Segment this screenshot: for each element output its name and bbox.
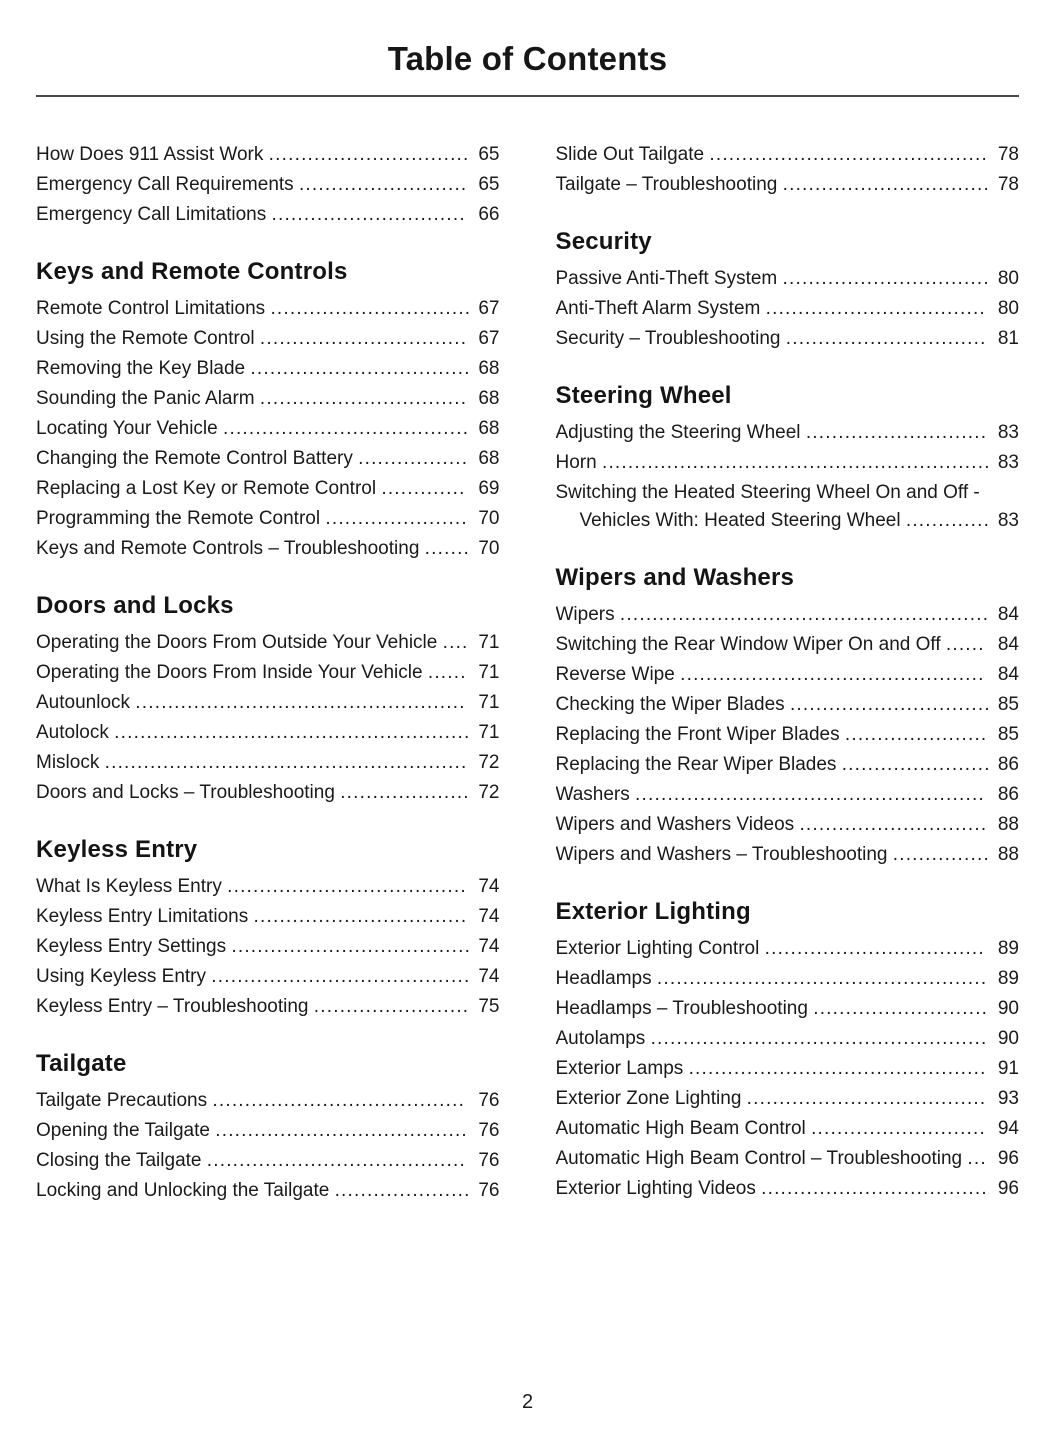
entry-title: Using the Remote Control (36, 328, 255, 349)
section-heading: Doors and Locks (36, 592, 234, 619)
entry-title: Replacing a Lost Key or Remote Control (36, 478, 377, 499)
toc-entry[interactable] (36, 993, 500, 1021)
toc-entry[interactable] (36, 325, 500, 353)
entry-page-number: 81 (994, 325, 1019, 353)
entry-page-number: 78 (994, 171, 1019, 199)
dot-leader: ............................. (799, 814, 988, 835)
entry-title: Checking the Wiper Blades (555, 694, 785, 715)
entry-title: Using Keyless Entry (36, 966, 207, 987)
entry-page-number: 91 (994, 1055, 1019, 1083)
toc-entry[interactable] (36, 201, 500, 229)
dot-leader: ......................................................... (619, 604, 990, 625)
toc-entry[interactable] (36, 963, 500, 991)
toc-entry[interactable] (36, 1177, 500, 1205)
entry-page-number: 71 (474, 659, 499, 687)
entry-title: Keys and Remote Controls – Troubleshooting (36, 538, 420, 559)
toc-body (36, 141, 1019, 1369)
dot-leader: ... (967, 1148, 987, 1169)
toc-entry[interactable] (556, 449, 1020, 477)
dot-leader: ...... (427, 662, 467, 683)
section-heading: Steering Wheel (555, 382, 732, 409)
toc-entry[interactable] (36, 873, 500, 901)
toc-entry[interactable] (556, 1025, 1020, 1053)
section-heading: Keyless Entry (36, 836, 198, 863)
page-footer (36, 1369, 1019, 1426)
entry-title: Exterior Zone Lighting (555, 1088, 742, 1109)
toc-entry[interactable] (556, 479, 1020, 535)
entry-page-number: 84 (994, 601, 1019, 629)
entry-title: Emergency Call Requirements (36, 174, 294, 195)
entry-title: Passive Anti-Theft System (555, 268, 778, 289)
dot-leader: ............................................... (680, 664, 985, 685)
entry-title: Replacing the Front Wiper Blades (555, 724, 840, 745)
entry-title: Replacing the Rear Wiper Blades (555, 754, 837, 775)
dot-leader: ................................................... (656, 968, 988, 989)
toc-section (556, 228, 1020, 353)
entry-title: Wipers (555, 604, 615, 625)
toc-entry[interactable] (556, 419, 1020, 447)
toc-entry[interactable] (556, 811, 1020, 839)
dot-leader: ........................... (813, 998, 989, 1019)
toc-entry[interactable] (556, 965, 1020, 993)
entry-title: Sounding the Panic Alarm (36, 388, 255, 409)
dot-leader: ............................... (789, 694, 991, 715)
entry-page-number: 90 (994, 1025, 1019, 1053)
entry-title: Remote Control Limitations (36, 298, 266, 319)
dot-leader: ................................... (761, 1178, 988, 1199)
dot-leader: .................................. (765, 298, 986, 319)
entry-title: Doors and Locks – Troubleshooting (36, 782, 335, 803)
dot-leader: ........................ (313, 996, 470, 1017)
entry-title: Washers (555, 784, 630, 805)
entry-page-number: 74 (474, 963, 499, 991)
toc-entry[interactable] (36, 295, 500, 323)
entry-page-number: 70 (474, 505, 499, 533)
entry-page-number: 84 (994, 631, 1019, 659)
entry-title: Slide Out Tailgate (555, 144, 705, 165)
toc-entry[interactable] (36, 505, 500, 533)
dot-leader: ..................... (334, 1180, 471, 1201)
entry-page-number: 96 (994, 1145, 1019, 1173)
toc-entry[interactable] (556, 265, 1020, 293)
dot-leader: ............................... (270, 298, 472, 319)
dot-leader: ..................................... (227, 876, 467, 897)
entry-page-number: 74 (474, 933, 499, 961)
entry-title: Mislock (36, 752, 100, 773)
entry-page-number: 88 (994, 811, 1019, 839)
entry-page-number: 96 (994, 1175, 1019, 1203)
entry-page-number: 68 (474, 445, 499, 473)
entry-page-number: 75 (474, 993, 499, 1021)
dot-leader: .............................. (271, 204, 466, 225)
entry-page-number: 65 (474, 141, 499, 169)
dot-leader: ................................ (259, 388, 468, 409)
dot-leader: .................... (340, 782, 470, 803)
entry-page-number: 71 (474, 629, 499, 657)
toc-entry[interactable] (556, 691, 1020, 719)
toc-section (556, 382, 1020, 535)
entry-page-number: 85 (994, 721, 1019, 749)
toc-entry[interactable] (36, 719, 500, 747)
entry-page-number: 72 (474, 779, 499, 807)
entry-page-number: 90 (994, 995, 1019, 1023)
dot-leader: ...................... (844, 724, 988, 745)
entry-title: Switching the Heated Steering Wheel On and Off - Vehicles With: Heated Steering Wheel (555, 482, 980, 531)
entry-title: Keyless Entry Limitations (36, 906, 249, 927)
toc-entry[interactable] (36, 1147, 500, 1175)
toc-section (36, 258, 500, 563)
entry-title: Headlamps (555, 968, 652, 989)
entry-page-number: 66 (474, 201, 499, 229)
dot-leader: .............................................. (688, 1058, 987, 1079)
entry-page-number: 74 (474, 903, 499, 931)
entry-title: Opening the Tailgate (36, 1120, 210, 1141)
dot-leader: .................................. (764, 938, 985, 959)
toc-section (36, 1050, 500, 1205)
dot-leader: ............. (381, 478, 466, 499)
toc-entry[interactable] (36, 535, 500, 563)
dot-leader: ................................ (259, 328, 468, 349)
toc-entry[interactable] (556, 1175, 1020, 1203)
entry-page-number: 78 (994, 141, 1019, 169)
entry-title: Changing the Remote Control Battery (36, 448, 353, 469)
entry-title: How Does 911 Assist Work (36, 144, 264, 165)
toc-entry[interactable] (36, 171, 500, 199)
toc-entry[interactable] (36, 445, 500, 473)
entry-page-number: 71 (474, 689, 499, 717)
toc-entry[interactable] (36, 903, 500, 931)
dot-leader: ............................... (785, 328, 987, 349)
toc-entry[interactable] (556, 1145, 1020, 1173)
entry-page-number: 76 (474, 1177, 499, 1205)
entry-title: Autounlock (36, 692, 131, 713)
toc-entry[interactable] (36, 415, 500, 443)
entry-page-number: 88 (994, 841, 1019, 869)
entry-page-number: 85 (994, 691, 1019, 719)
entry-title: Headlamps – Troubleshooting (555, 998, 808, 1019)
entry-page-number: 83 (994, 507, 1019, 535)
dot-leader: .................................................... (650, 1028, 988, 1049)
toc-entry[interactable] (36, 779, 500, 807)
entry-page-number: 68 (474, 355, 499, 383)
entry-title: Programming the Remote Control (36, 508, 321, 529)
toc-entry[interactable] (36, 749, 500, 777)
dot-leader: ....................................... (212, 1090, 466, 1111)
dot-leader: ...................... (325, 508, 468, 529)
toc-entry[interactable] (556, 1085, 1020, 1113)
entry-page-number: 83 (994, 419, 1019, 447)
entry-title: Locating Your Vehicle (36, 418, 218, 439)
entry-page-number: 86 (994, 781, 1019, 809)
entry-page-number: 65 (474, 171, 499, 199)
dot-leader: ....................................................... (114, 722, 471, 743)
dot-leader: ....................................... (215, 1120, 468, 1141)
entry-title: Removing the Key Blade (36, 358, 246, 379)
entry-page-number: 80 (994, 265, 1019, 293)
toc-entry[interactable] (556, 171, 1020, 199)
entry-title: Adjusting the Steering Wheel (555, 422, 801, 443)
title-divider (36, 95, 1019, 97)
entry-title: Reverse Wipe (555, 664, 675, 685)
entry-title: Autolock (36, 722, 109, 743)
dot-leader: ............................ (805, 422, 988, 443)
entry-page-number: 70 (474, 535, 499, 563)
entry-title: Keyless Entry Settings (36, 936, 227, 957)
dot-leader: ............................................................ (601, 452, 991, 473)
section-heading: Keys and Remote Controls (36, 258, 348, 285)
toc-entry[interactable] (556, 781, 1020, 809)
entry-page-number: 89 (994, 965, 1019, 993)
dot-leader: ............................... (268, 144, 470, 165)
entry-title: Wipers and Washers – Troubleshooting (555, 844, 888, 865)
entry-page-number: 74 (474, 873, 499, 901)
entry-title: Tailgate Precautions (36, 1090, 208, 1111)
dot-leader: ................................................... (135, 692, 466, 713)
toc-entry[interactable] (36, 475, 500, 503)
toc-section (36, 836, 500, 1021)
page-title: Table of Contents (387, 40, 668, 77)
entry-page-number: 86 (994, 751, 1019, 779)
page-header (36, 40, 1019, 97)
section-heading: Exterior Lighting (555, 898, 751, 925)
section-heading: Wipers and Washers (555, 564, 795, 591)
toc-section (36, 141, 500, 229)
entry-page-number: 67 (474, 325, 499, 353)
dot-leader: ........................................... (709, 144, 988, 165)
entry-title: Wipers and Washers Videos (555, 814, 795, 835)
page-number: 2 (521, 1391, 534, 1413)
toc-entry[interactable] (556, 721, 1020, 749)
toc-entry[interactable] (556, 601, 1020, 629)
entry-page-number: 68 (474, 385, 499, 413)
dot-leader: ........................... (811, 1118, 986, 1139)
entry-page-number: 68 (474, 415, 499, 443)
dot-leader: ................. (358, 448, 469, 469)
dot-leader: ...... (945, 634, 985, 655)
toc-entry[interactable] (556, 1115, 1020, 1143)
entry-title: Anti-Theft Alarm System (555, 298, 761, 319)
toc-entry[interactable] (36, 1087, 500, 1115)
entry-page-number: 93 (994, 1085, 1019, 1113)
dot-leader: ........................................ (206, 1150, 466, 1171)
toc-entry[interactable] (556, 995, 1020, 1023)
entry-page-number: 84 (994, 661, 1019, 689)
dot-leader: ................................. (253, 906, 468, 927)
dot-leader: ...................................................... (635, 784, 985, 805)
entry-page-number: 76 (474, 1147, 499, 1175)
toc-section (556, 898, 1020, 1203)
dot-leader: ............. (905, 510, 991, 531)
entry-page-number: 71 (474, 719, 499, 747)
entry-page-number: 76 (474, 1087, 499, 1115)
dot-leader: ............... (892, 844, 990, 865)
entry-title: Switching the Rear Window Wiper On and Off (555, 634, 941, 655)
dot-leader: ........................................................ (104, 752, 468, 773)
entry-title: What Is Keyless Entry (36, 876, 222, 897)
dot-leader: ....... (424, 538, 471, 559)
toc-entry[interactable] (556, 631, 1020, 659)
toc-entry[interactable] (556, 1055, 1020, 1083)
dot-leader: .................................. (250, 358, 471, 379)
entry-title: Keyless Entry – Troubleshooting (36, 996, 309, 1017)
toc-entry[interactable] (36, 689, 500, 717)
section-heading: Security (555, 228, 652, 255)
entry-page-number: 80 (994, 295, 1019, 323)
toc-section (36, 592, 500, 807)
entry-title: Autolamps (555, 1028, 646, 1049)
toc-entry[interactable] (556, 141, 1020, 169)
entry-title: Tailgate – Troubleshooting (555, 174, 778, 195)
toc-column-right (556, 141, 1020, 1205)
toc-column-left (36, 141, 500, 1207)
toc-entry[interactable] (36, 629, 500, 657)
toc-entry[interactable] (556, 325, 1020, 353)
toc-entry[interactable] (556, 935, 1020, 963)
entry-page-number: 67 (474, 295, 499, 323)
section-heading: Tailgate (36, 1050, 127, 1077)
toc-section (556, 141, 1020, 199)
toc-entry[interactable] (556, 661, 1020, 689)
dot-leader: .......................... (298, 174, 468, 195)
dot-leader: ..................................... (746, 1088, 987, 1109)
dot-leader: ...................................... (223, 418, 470, 439)
dot-leader: .... (442, 632, 469, 653)
entry-title: Exterior Lighting Control (555, 938, 760, 959)
toc-entry[interactable] (36, 1117, 500, 1145)
entry-title: Operating the Doors From Inside Your Vehicle (36, 662, 423, 683)
dot-leader: ........................................ (211, 966, 471, 987)
entry-title: Exterior Lighting Videos (555, 1178, 756, 1199)
dot-leader: ..................................... (231, 936, 472, 957)
toc-entry[interactable] (36, 141, 500, 169)
toc-entry[interactable] (36, 355, 500, 383)
toc-entry[interactable] (556, 751, 1020, 779)
entry-page-number: 89 (994, 935, 1019, 963)
entry-title: Closing the Tailgate (36, 1150, 202, 1171)
entry-title: Automatic High Beam Control (555, 1118, 806, 1139)
entry-title: Locking and Unlocking the Tailgate (36, 1180, 330, 1201)
dot-leader: ................................ (782, 268, 990, 289)
entry-page-number: 94 (994, 1115, 1019, 1143)
toc-section (556, 564, 1020, 869)
toc-entry[interactable] (36, 933, 500, 961)
entry-page-number: 72 (474, 749, 499, 777)
entry-title: Automatic High Beam Control – Troubleshooting (555, 1148, 963, 1169)
entry-page-number: 76 (474, 1117, 499, 1145)
entry-title: Exterior Lamps (555, 1058, 684, 1079)
dot-leader: ................................ (782, 174, 990, 195)
entry-page-number: 83 (994, 449, 1019, 477)
toc-entry[interactable] (556, 295, 1020, 323)
entry-page-number: 69 (474, 475, 499, 503)
toc-entry[interactable] (36, 659, 500, 687)
entry-title: Emergency Call Limitations (36, 204, 267, 225)
dot-leader: ....................... (841, 754, 991, 775)
entry-title: Horn (555, 452, 597, 473)
toc-entry[interactable] (556, 841, 1020, 869)
entry-title: Operating the Doors From Outside Your Vehicle (36, 632, 438, 653)
toc-entry[interactable] (36, 385, 500, 413)
entry-title: Security – Troubleshooting (555, 328, 781, 349)
